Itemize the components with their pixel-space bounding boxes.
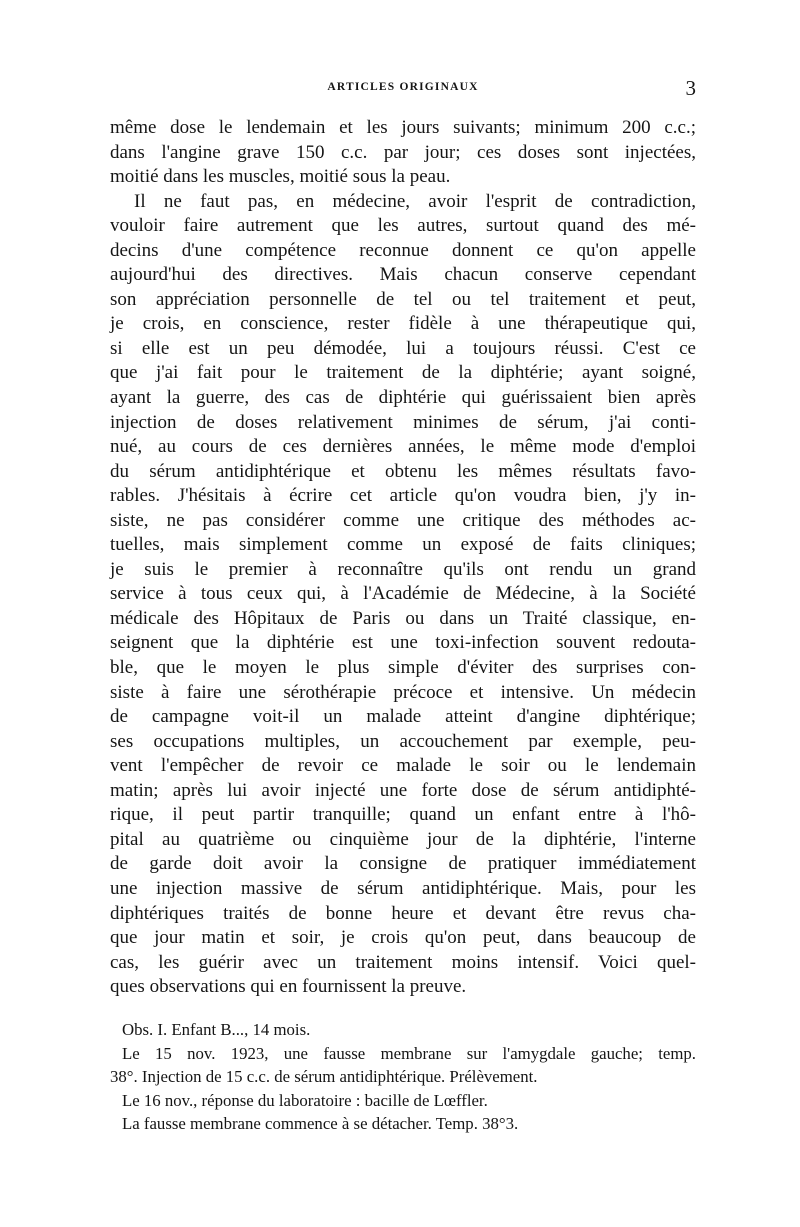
main-text xyxy=(110,116,696,1000)
text-line: vouloir faire autrement que les autres, surtout quand des mé- xyxy=(110,215,696,237)
text-line: cas, les guérir avec un traitement moins intensif. Voici quel- xyxy=(110,951,696,973)
observation-line: Le 15 nov. 1923, une fausse membrane sur l'amygdale gauche; temp. xyxy=(122,1043,696,1063)
text-line: diphtériques traités de bonne heure et devant être revus cha- xyxy=(110,902,696,924)
text-line: du sérum antidiphtérique et obtenu les mêmes résultats favo- xyxy=(110,460,696,482)
text-line: même dose le lendemain et les jours suivants; minimum 200 c.c.; xyxy=(110,117,696,138)
observation-section xyxy=(110,1018,696,1136)
observation-line: Le 16 nov., réponse du laboratoire : bacille de Lœffler. xyxy=(122,1090,488,1110)
text-line: rique, il peut partir tranquille; quand un enfant entre à l'hô- xyxy=(110,804,696,826)
text-line: injection de doses relativement minimes de sérum, j'ai conti- xyxy=(110,411,696,433)
text-line: tuelles, mais simplement comme un exposé de faits cliniques; xyxy=(110,534,696,556)
text-line: je suis le premier à reconnaître qu'ils ont rendu un grand xyxy=(110,558,696,580)
running-title: ARTICLES ORIGINAUX xyxy=(327,81,479,93)
text-line: moitié dans les muscles, moitié sous la peau. xyxy=(110,166,451,188)
text-line: de garde doit avoir la consigne de pratiquer immédiatement xyxy=(110,853,696,875)
page-number: 3 xyxy=(685,76,696,100)
text-line: siste à faire une sérothérapie précoce et intensive. Un médecin xyxy=(110,681,696,703)
text-line: Il ne faut pas, en médecine, avoir l'esprit de contradiction, xyxy=(134,190,696,212)
text-line: pital au quatrième ou cinquième jour de la diphtérie, l'interne xyxy=(110,828,696,850)
text-line: vent l'empêcher de revoir ce malade le soir ou le lendemain xyxy=(110,755,696,777)
page-header xyxy=(110,76,696,100)
text-line: aujourd'hui des directives. Mais chacun conserve cependant xyxy=(110,264,696,286)
text-line: médicale des Hôpitaux de Paris ou dans un Traité classique, en- xyxy=(110,607,696,629)
text-line: seignent que la diphtérie est une toxi-infection souvent redouta- xyxy=(110,632,696,654)
text-line: que j'ai fait pour le traitement de la diphtérie; ayant soigné, xyxy=(110,362,696,384)
text-line: si elle est un peu démodée, lui a toujours réussi. C'est ce xyxy=(110,337,696,359)
text-line: decins d'une compétence reconnue donnent ce qu'on appelle xyxy=(110,239,696,261)
text-line: matin; après lui avoir injecté une forte dose de sérum antidiphté- xyxy=(110,779,696,801)
text-line: une injection massive de sérum antidiphtérique. Mais, pour les xyxy=(110,877,696,899)
text-line: ayant la guerre, des cas de diphtérie qui guérissaient bien après xyxy=(110,387,696,409)
text-line: de campagne voit-il un malade atteint d'angine diphtérique; xyxy=(110,706,696,728)
text-line: siste, ne pas considérer comme une critique des méthodes ac- xyxy=(110,509,696,531)
text-line: ses occupations multiples, un accouchement par exemple, peu- xyxy=(110,730,696,752)
text-line: service à tous ceux qui, à l'Académie de Médecine, à la Société xyxy=(110,583,696,605)
observation-line: 38°. Injection de 15 c.c. de sérum antidiphtérique. Prélèvement. xyxy=(110,1067,538,1086)
text-line: son appréciation personnelle de tel ou tel traitement et peut, xyxy=(110,288,696,310)
text-line: rables. J'hésitais à écrire cet article qu'on voudra bien, j'y in- xyxy=(110,485,696,507)
observation-heading: Obs. I. Enfant B..., 14 mois. xyxy=(122,1020,311,1039)
text-line: ques observations qui en fournissent la preuve. xyxy=(110,976,467,998)
observation-line: La fausse membrane commence à se détacher. Temp. 38°3. xyxy=(122,1114,519,1133)
text-line: dans l'angine grave 150 c.c. par jour; ces doses sont injectées, xyxy=(110,141,696,163)
text-line: je crois, en conscience, rester fidèle à une thérapeutique qui, xyxy=(110,313,696,335)
text-line: nué, au cours de ces dernières années, le même mode d'emploi xyxy=(110,436,696,458)
text-line: ble, que le moyen le plus simple d'éviter des surprises con- xyxy=(110,657,696,679)
text-line: que jour matin et soir, je crois qu'on peut, dans beaucoup de xyxy=(110,927,696,949)
